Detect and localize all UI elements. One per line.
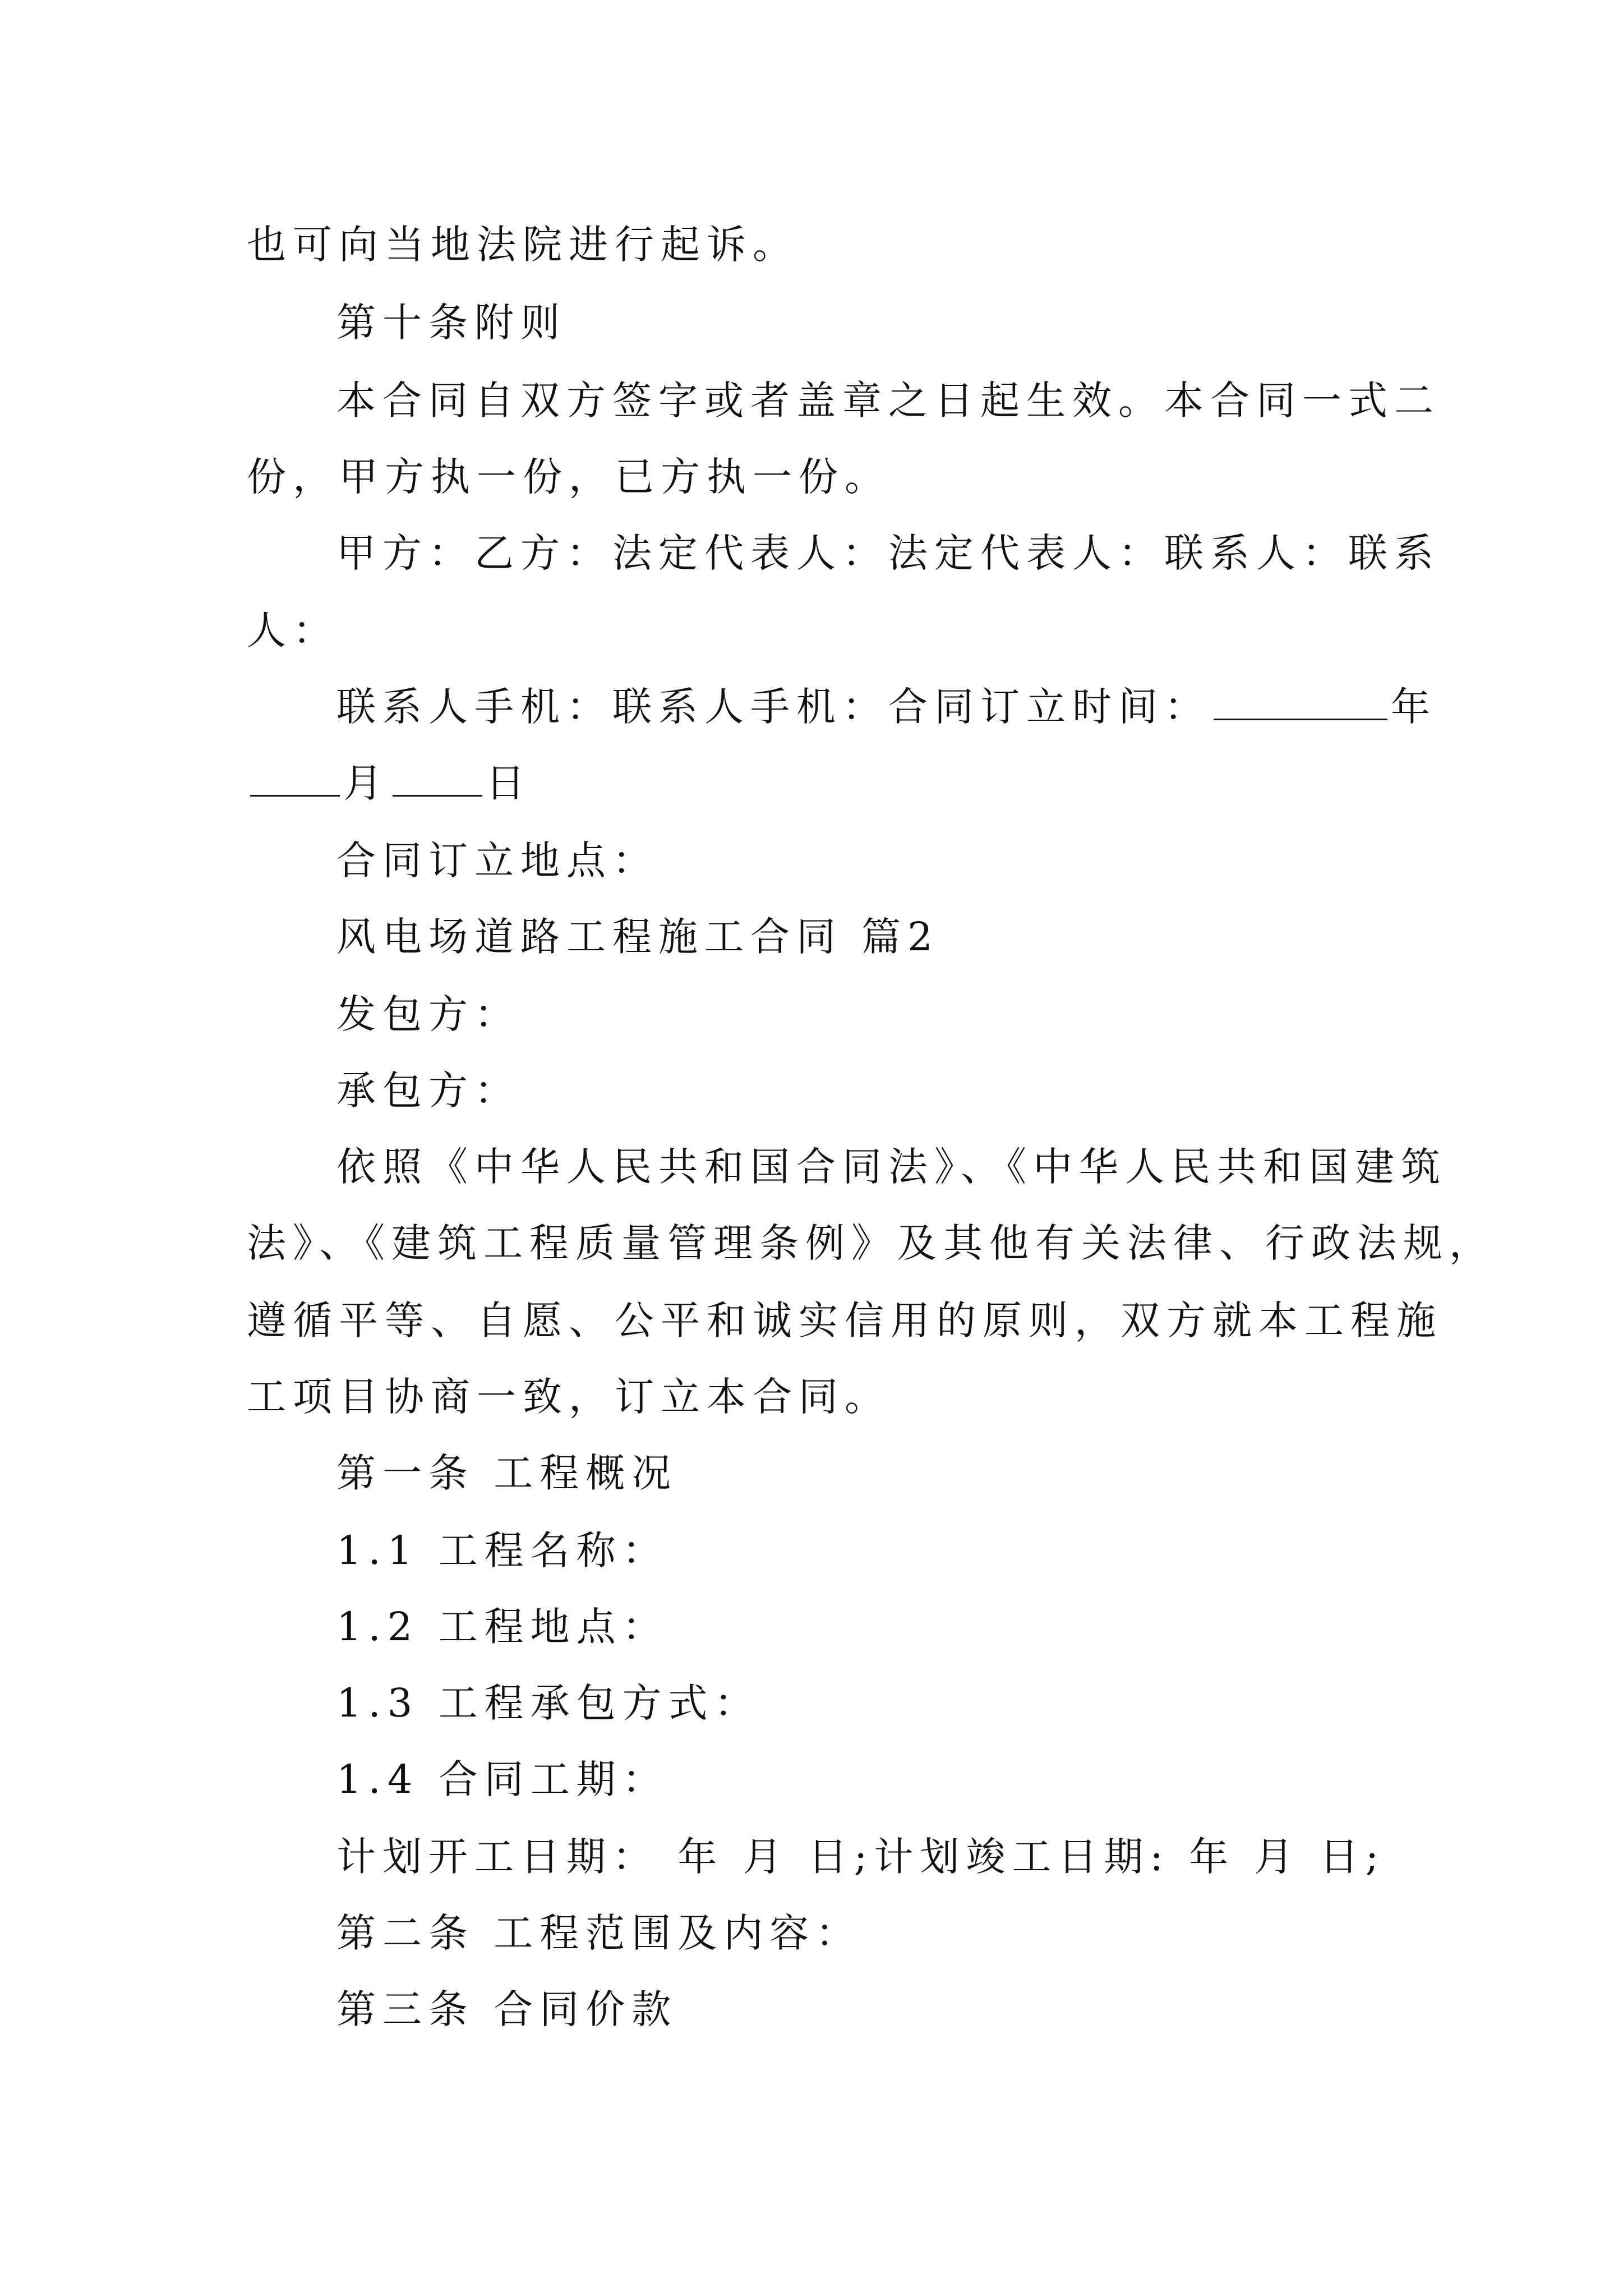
employer-line: 发包方： — [336, 991, 520, 1037]
signing-place-line: 合同订立地点： — [336, 838, 658, 884]
text-line-6: 人： — [247, 608, 339, 654]
clause-1-4: 1.4 合同工期： — [336, 1756, 668, 1802]
contract-title: 风电场道路工程施工合同 篇2 — [336, 914, 939, 960]
signing-date-line-2 — [247, 755, 532, 811]
preamble-line-4: 工项目协商一致，订立本合同。 — [247, 1374, 891, 1420]
year-label: 年 — [1391, 684, 1437, 730]
clause-1-2: 1.2 工程地点： — [336, 1604, 668, 1650]
schedule-dates-line: 计划开工日期： 年 月 日;计划竣工日期: 年 月 日; — [336, 1834, 1386, 1880]
month-label: 月 — [343, 760, 389, 806]
section-heading-article-10: 第十条附则 — [336, 300, 566, 346]
contractor-line: 承包方： — [336, 1068, 520, 1114]
clause-1-1: 1.1 工程名称： — [336, 1527, 668, 1573]
month-blank — [250, 756, 340, 797]
preamble-line-1: 依照《中华人民共和国合同法》、《中华人民共和国建筑 — [336, 1144, 1447, 1190]
text-line-4: 份，甲方执一份，已方执一份。 — [247, 454, 891, 500]
text-line-3: 本合同自双方签字或者盖章之日起生效。本合同一式二 — [336, 378, 1440, 424]
section-heading-article-2: 第二条 工程范围及内容： — [336, 1910, 862, 1956]
day-label: 日 — [486, 760, 532, 806]
preamble-line-3: 遵循平等、自愿、公平和诚实信用的原则，双方就本工程施 — [247, 1297, 1442, 1343]
section-heading-article-3: 第三条 合同价款 — [336, 1986, 678, 2032]
text-line-5: 甲方：乙方：法定代表人：法定代表人：联系人：联系 — [336, 530, 1440, 576]
section-heading-article-1: 第一条 工程概况 — [336, 1450, 678, 1496]
day-blank — [393, 756, 482, 797]
year-blank — [1214, 679, 1387, 720]
clause-1-3: 1.3 工程承包方式： — [336, 1680, 760, 1726]
signing-date-line — [336, 679, 1437, 735]
text-line-1: 也可向当地法院进行起诉。 — [247, 222, 799, 268]
preamble-line-2: 法》、《建筑工程质量管理条例》及其他有关法律、行政法规， — [247, 1220, 1495, 1266]
signing-date-label: 联系人手机：联系人手机：合同订立时间： — [336, 684, 1210, 730]
